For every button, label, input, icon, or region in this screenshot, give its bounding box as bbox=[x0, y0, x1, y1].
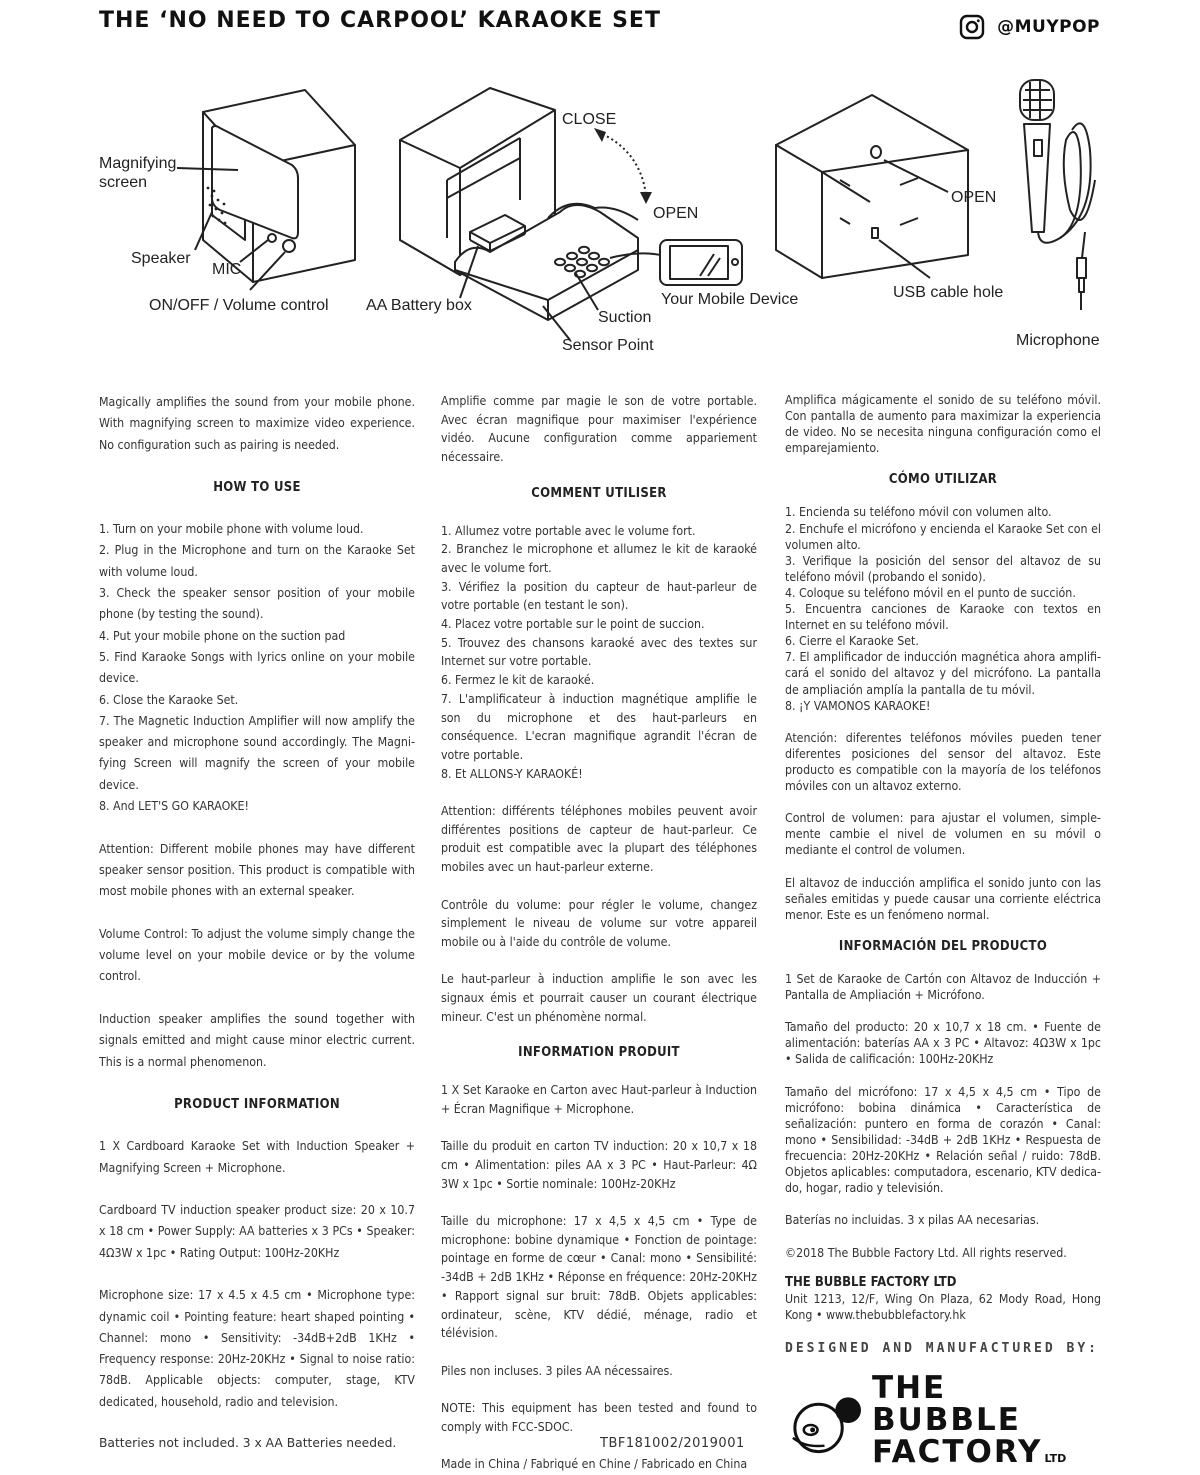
en-batteries: Batteries not included. 3 x AA Batteries needed. bbox=[99, 1436, 397, 1450]
fr-product-info-title: INFORMATION PRODUIT bbox=[518, 1045, 680, 1061]
product-diagram bbox=[0, 60, 1200, 380]
fr-product-info-3: Taille du microphone: 17 x 4,5 x 4,5 cm • Type de microphone: bobine dynamique • Fonction de pointage: pointage en forme de cœur • Canal: mono • Sensibilité: -34dB + 2dB 1KHz • Réponse en fréquence: 20Hz-20KHz • Rapport signal sur bruit: 78dB. Objets applicables: ordinateur, scène, KTV dédié, ménage, radio et télévision. bbox=[441, 1214, 757, 1341]
logo-line-1: THE BUBBLE bbox=[871, 1369, 1021, 1438]
es-intro: Amplifica mágicamente el sonido de su teléfono móvil. Con pantalla de aumento para maximizar la experiencia de video. No se necesita ninguna configuración como el emparejamiento. bbox=[785, 393, 1101, 456]
label-close: CLOSE bbox=[562, 111, 617, 128]
en-step: 8. And LET'S GO KARAOKE! bbox=[99, 799, 249, 814]
en-step: 7. The Magnetic Induction Amplifier will now amplify the speaker and microphone sound accordingly. The Magni-fying Screen will magnify the screen of your mobile device. bbox=[99, 713, 415, 792]
fr-step: 2. Branchez le microphone et allumez le kit de karaoké avec le volume fort. bbox=[441, 542, 757, 575]
label-mic: MIC bbox=[212, 261, 242, 278]
product-code: TBF181002/2019001 bbox=[600, 1436, 745, 1451]
english-column bbox=[99, 392, 415, 1413]
label-microphone: Microphone bbox=[1016, 332, 1100, 349]
label-speaker: Speaker bbox=[131, 250, 191, 267]
fr-step: 4. Placez votre portable sur le point de succion. bbox=[441, 617, 705, 632]
fr-volume: Contrôle du volume: pour régler le volume, changez simplement le niveau de volume sur votre appareil mobile ou à l'aide du contrôle de volume. bbox=[441, 897, 757, 949]
label-open-back: OPEN bbox=[951, 189, 997, 206]
label-suction: Suction bbox=[598, 309, 652, 326]
en-step: 3. Check the speaker sensor position of your mobile phone (by testing the sound). bbox=[99, 586, 415, 622]
en-step: 1. Turn on your mobile phone with volume loud. bbox=[99, 522, 364, 537]
fr-batteries: Piles non incluses. 3 piles AA nécessaires. bbox=[441, 1363, 673, 1378]
es-step: 3. Verifique la posición del sensor del altavoz de su teléfono móvil (probando el sonido). bbox=[785, 553, 1101, 584]
label-magnifying-screen-1: Magnifying bbox=[99, 155, 177, 172]
es-step: 4. Coloque su teléfono móvil en el punto de succión. bbox=[785, 585, 1076, 600]
label-sensor-point: Sensor Point bbox=[562, 337, 654, 354]
es-step: 1. Encienda su teléfono móvil con volumen alto. bbox=[785, 505, 1052, 520]
label-mobile-device: Your Mobile Device bbox=[661, 291, 799, 308]
logo-line-2: FACTORY bbox=[871, 1433, 1043, 1470]
en-step: 6. Close the Karaoke Set. bbox=[99, 692, 239, 707]
copyright: ©2018 The Bubble Factory Ltd. All rights reserved. bbox=[785, 1245, 1067, 1260]
company-address: Unit 1213, 12/F, Wing On Plaza, 62 Mody Road, Hong Kong • www.thebubblefactory.hk bbox=[785, 1291, 1101, 1322]
fr-attention: Attention: différents téléphones mobiles peuvent avoir différentes positions de capteur de haut-parleur. Ce produit est compatible avec la plupart des téléphones mobiles avec un haut-parleur externe. bbox=[441, 804, 757, 875]
en-induction: Induction speaker amplifies the sound together with signals emitted and might cause minor electric current. This is a normal phenomenon. bbox=[99, 1012, 415, 1069]
company-name: THE BUBBLE FACTORY LTD bbox=[785, 1274, 957, 1290]
fr-induction: Le haut-parleur à induction amplifie le son avec les signaux émis et pourrait causer un courant électrique mineur. C'est un phénomène normal. bbox=[441, 972, 757, 1024]
es-volume: Control de volumen: para ajustar el volumen, simple-mente cambie el nivel de volumen en su móvil o mediante el control de volumen. bbox=[785, 811, 1101, 858]
bubble-factory-logo bbox=[785, 1369, 1105, 1470]
spanish-column bbox=[785, 392, 1101, 1357]
label-usb: USB cable hole bbox=[893, 284, 1004, 301]
es-step: 2. Enchufe el micrófono y encienda el Karaoke Set con el volumen alto. bbox=[785, 521, 1101, 552]
label-battery: AA Battery box bbox=[366, 297, 472, 314]
fr-how-to-use-title: COMMENT UTILISER bbox=[531, 485, 667, 501]
es-product-info-2: Tamaño del producto: 20 x 10,7 x 18 cm. • Fuente de alimentación: baterías AA x 3 PC • Altavoz: 4Ω3W x 1pc • Salida de calificación: 100Hz-20KHz bbox=[785, 1020, 1101, 1067]
es-attention: Atención: diferentes teléfonos móviles pueden tener diferentes posiciones del sensor del altavoz. Este producto es compatible con la mayoría de los teléfonos móviles con un altavoz externo. bbox=[785, 730, 1101, 794]
es-step: 7. El amplificador de inducción magnética ahora amplifi-cará el sonido del altavoz y del micrófono. La pantalla de ampliación amplía la pantalla de tu móvil. bbox=[785, 650, 1101, 697]
es-batteries: Baterías no incluidas. 3 x pilas AA necesarias. bbox=[785, 1213, 1040, 1228]
en-step: 4. Put your mobile phone on the suction pad bbox=[99, 628, 346, 643]
en-product-info-2: Cardboard TV induction speaker product size: 20 x 10.7 x 18 cm • Power Supply: AA batteries x 3 PCs • Speaker: 4Ω3W x 1pc • Rating Output: 100Hz-20KHz bbox=[99, 1203, 415, 1260]
fr-step: 6. Fermez le kit de karaoké. bbox=[441, 673, 595, 688]
page-title: THE ‘NO NEED TO CARPOOL’ KARAOKE SET bbox=[99, 8, 661, 33]
en-attention: Attention: Different mobile phones may have different speaker sensor position. This product is compatible with most mobile phones with an external speaker. bbox=[99, 841, 415, 899]
made-in-china: Made in China / Fabriqué en Chine / Fabricado en China bbox=[441, 1457, 748, 1472]
es-product-info-1: 1 Set de Karaoke de Cartón con Altavoz de Inducción + Pantalla de Ampliación + Micrófono. bbox=[785, 972, 1101, 1003]
instagram-link[interactable] bbox=[959, 14, 1100, 40]
fr-step: 1. Allumez votre portable avec le volume fort. bbox=[441, 523, 696, 538]
es-step: 8. ¡Y VAMONOS KARAOKE! bbox=[785, 698, 931, 713]
fr-product-info-2: Taille du produit en carton TV induction: 20 x 10,7 x 18 cm • Alimentation: piles AA x 3 PC • Haut-Parleur: 4Ω 3W x 1pc • Sortie nominale: 100Hz-20KHz bbox=[441, 1139, 757, 1191]
bubble-face-icon bbox=[785, 1390, 864, 1456]
fr-step: 7. L'amplificateur à induction magnétique amplifie le son du microphone et des haut-parleurs en conséquence. L'ecran magnifique agrandit l'écran de votre portable. bbox=[441, 691, 757, 762]
fr-product-info-1: 1 X Set Karaoke en Carton avec Haut-parleur à Induction + Écran Magnifique + Microphone. bbox=[441, 1083, 757, 1116]
designed-by: DESIGNED AND MANUFACTURED BY: bbox=[785, 1340, 1099, 1356]
label-magnifying-screen-2: screen bbox=[99, 174, 148, 191]
en-product-info-1: 1 X Cardboard Karaoke Set with Induction Speaker + Magnifying Screen + Microphone. bbox=[99, 1139, 415, 1175]
en-step: 2. Plug in the Microphone and turn on the Karaoke Set with volume loud. bbox=[99, 543, 415, 579]
fr-intro: Amplifie comme par magie le son de votre portable. Avec écran magnifique pour maximiser l'expérience vidéo. Aucune configuration comme appariement nécessaire. bbox=[441, 394, 757, 465]
en-intro: Magically amplifies the sound from your mobile phone. With magnifying screen to maximize video experience. No configuration such as pairing is needed. bbox=[99, 395, 415, 452]
fr-step: 8. Et ALLONS-Y KARAOKÉ! bbox=[441, 766, 583, 781]
es-how-to-use-title: CÓMO UTILIZAR bbox=[888, 472, 998, 488]
en-step: 5. Find Karaoke Songs with lyrics online on your mobile device. bbox=[99, 649, 415, 686]
french-column bbox=[441, 392, 757, 1474]
en-product-info-title: PRODUCT INFORMATION bbox=[174, 1096, 340, 1112]
fr-step: 5. Trouvez des chansons karaoké avec des textes sur Internet sur votre portable. bbox=[441, 635, 757, 669]
es-step: 5. Encuentra canciones de Karaoke con textos en Internet en su teléfono móvil. bbox=[785, 602, 1101, 633]
es-step: 6. Cierre el Karaoke Set. bbox=[785, 634, 919, 649]
es-product-info-3: Tamaño del micrófono: 17 x 4,5 x 4,5 cm • Tipo de micrófono: bobina dinámica • Característica de señalización: puntero en forma de corazón • Canal: mono • Sensibilidad: -34dB + 2dB 1KHz • Respuesta de frecuencia: 20Hz-20KHz • Relación señal / ruido: 78dB. Objetos aplicables: computadora, escenario, KTV dedica-do, hogar, radio y televisión. bbox=[785, 1084, 1101, 1196]
label-onoff: ON/OFF / Volume control bbox=[149, 297, 329, 314]
es-product-info-title: INFORMACIÓN DEL PRODUCTO bbox=[838, 938, 1048, 954]
en-product-info-3: Microphone size: 17 x 4.5 x 4.5 cm • Microphone type: dynamic coil • Pointing feature: heart shaped pointing • Channel: mono • Sensitivity: -34dB+2dB 1KHz • Frequency response: 20Hz-20KHz • Signal to noise ratio: 78dB. Applicable objects: computer, stage, KTV dedicated, household, radio and television. bbox=[99, 1288, 415, 1409]
instagram-handle: @MUYPOP bbox=[997, 17, 1100, 37]
instagram-icon bbox=[959, 14, 985, 40]
en-how-to-use-title: HOW TO USE bbox=[213, 479, 301, 495]
label-open-lid: OPEN bbox=[653, 205, 699, 222]
en-volume: Volume Control: To adjust the volume simply change the volume level on your mobile device or by the volume control. bbox=[99, 926, 415, 984]
logo-ltd: LTD bbox=[1044, 1451, 1067, 1465]
es-induction: El altavoz de inducción amplifica el sonido junto con las señales emitidas y puede causar una corriente eléctrica menor. Este es un fenómeno normal. bbox=[785, 875, 1101, 922]
fcc-note: NOTE: This equipment has been tested and found to comply with FCC-SDOC. bbox=[441, 1401, 757, 1434]
fr-step: 3. Vérifiez la position du capteur de haut-parleur de votre portable (en testant le son). bbox=[441, 579, 757, 613]
